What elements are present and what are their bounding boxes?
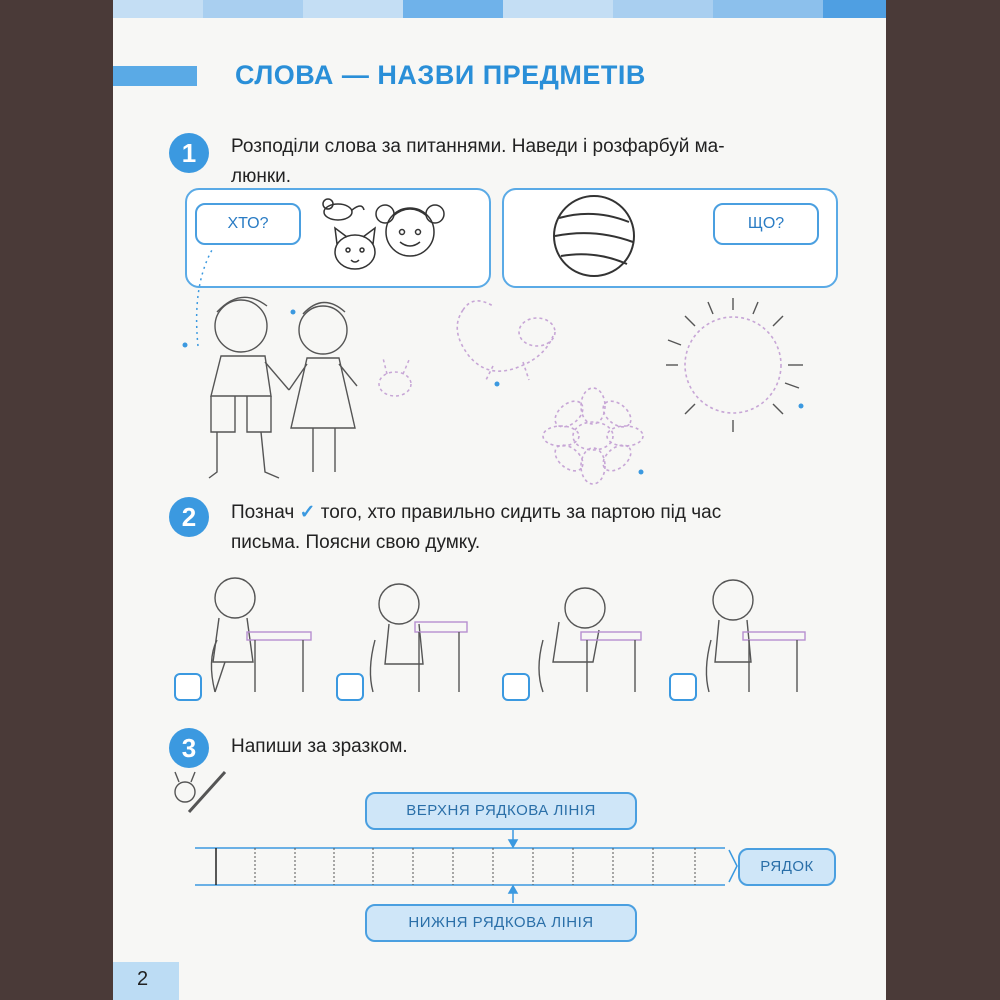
top-line-label: ВЕРХНЯ РЯДКОВА ЛІНІЯ xyxy=(365,792,637,830)
check-mark-icon: ✓ xyxy=(299,502,316,523)
task1-line2: люнки. xyxy=(231,166,292,187)
bottom-line-label: НИЖНЯ РЯДКОВА ЛІНІЯ xyxy=(365,904,637,942)
page-title: СЛОВА — НАЗВИ ПРЕДМЕТІВ xyxy=(235,60,646,90)
workbook-page xyxy=(113,0,886,1000)
task2-line2: письма. Поясни свою думку. xyxy=(231,532,481,553)
task-number-2: 2 xyxy=(169,497,209,537)
label-pointer-arrows xyxy=(509,828,517,903)
task-number-1: 1 xyxy=(169,133,209,173)
row-bracket-icon xyxy=(729,850,737,882)
page-number: 2 xyxy=(137,968,149,990)
task-number-3: 3 xyxy=(169,728,209,768)
task2-line1-after: того, хто правильно сидить за партою під час xyxy=(320,502,722,523)
writing-ruled-lines xyxy=(195,848,725,885)
task2-line1-before: Познач xyxy=(231,502,295,523)
what-label: ЩО? xyxy=(713,203,819,245)
row-label: РЯДОК xyxy=(738,848,836,886)
who-label: ХТО? xyxy=(195,203,301,245)
bunny-pencil-icon xyxy=(175,772,225,812)
task1-line1: Розподіли слова за питаннями. Наведи і розфарбуй ма- xyxy=(231,136,725,157)
task3-instruction: Напиши за зразком. xyxy=(231,736,408,757)
